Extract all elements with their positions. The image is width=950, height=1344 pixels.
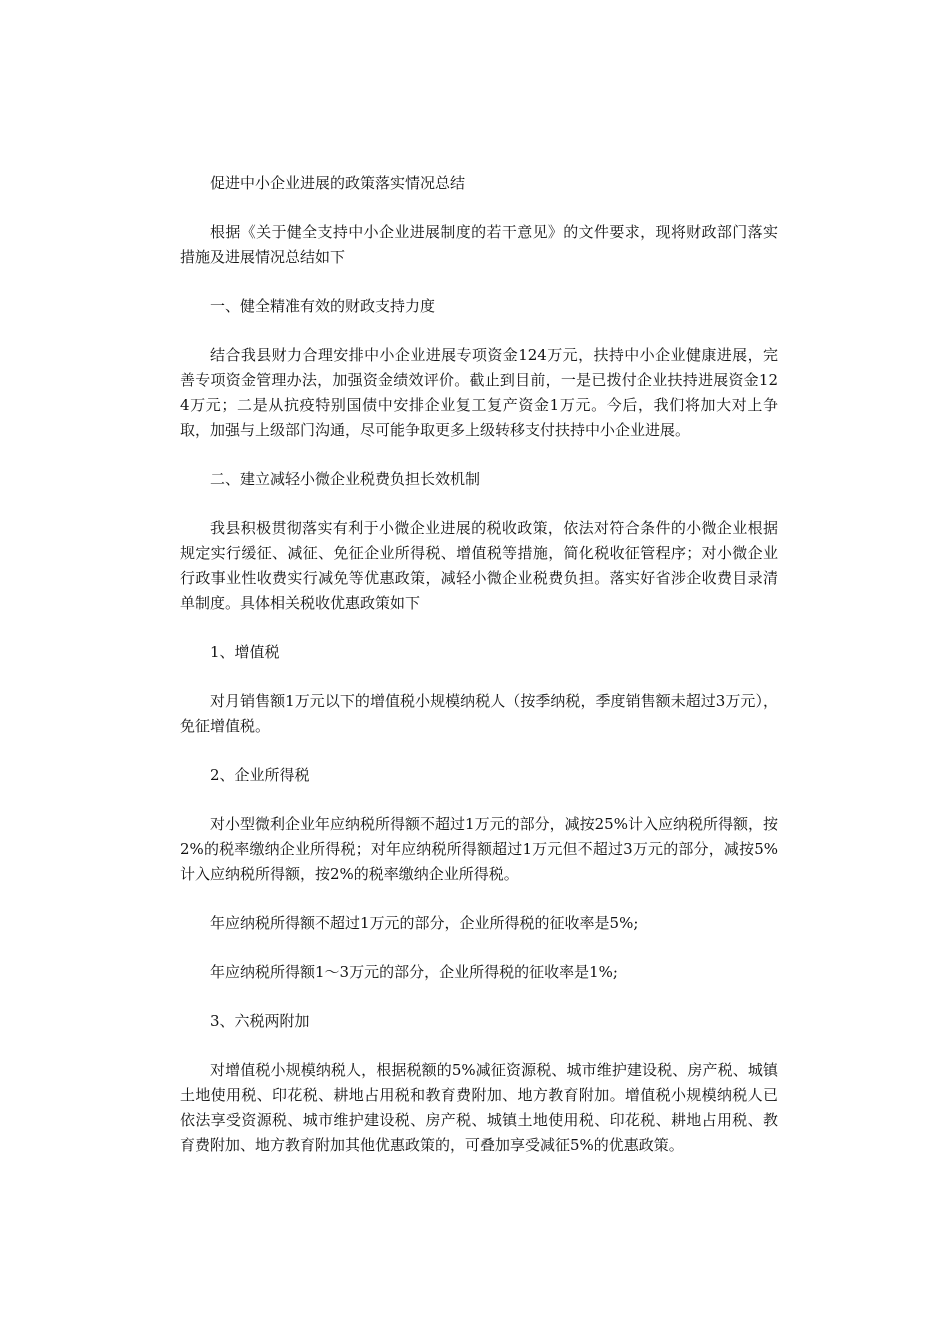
section1-heading: 一、健全精准有效的财政支持力度 xyxy=(210,297,436,315)
section1-paragraph: 结合我县财力合理安排中小企业进展专项资金124万元，扶持中小企业健康进展，完善专项资金管理办法，加强资金绩效评价。截止到目前，一是已拨付企业扶持进展资金124万元；二是从抗疫特别国债中安排企业复工复产资金1万元。今后，我们将加大对上争取，加强与上级部门沟通，尽可能争取更多上级转移支付扶持中小企业进展。 xyxy=(180,346,778,439)
item2-note-1: 年应纳税所得额不超过1万元的部分，企业所得税的征收率是5%; xyxy=(210,914,639,932)
document-title: 促进中小企业进展的政策落实情况总结 xyxy=(210,174,466,192)
item3-paragraph: 对增值税小规模纳税人，根据税额的5%减征资源税、城市维护建设税、房产税、城镇土地使用税、印花税、耕地占用税和教育费附加、地方教育附加。增值税小规模纳税人已依法享受资源税、城市维护建设税、房产税、城镇土地使用税、印花税、耕地占用税、教育费附加、地方教育附加其他优惠政策的，可叠加享受减征5%的优惠政策。 xyxy=(180,1061,778,1154)
item2-note-2: 年应纳税所得额1～3万元的部分，企业所得税的征收率是1%; xyxy=(210,963,618,981)
section2-heading: 二、建立减轻小微企业税费负担长效机制 xyxy=(210,470,481,488)
item1-paragraph: 对月销售额1万元以下的增值税小规模纳税人（按季纳税，季度销售额未超过3万元），免征增值税。 xyxy=(180,692,778,735)
item1-heading: 1、增值税 xyxy=(210,643,280,661)
document-page xyxy=(180,171,778,1158)
section2-paragraph: 我县积极贯彻落实有利于小微企业进展的税收政策，依法对符合条件的小微企业根据规定实行缓征、减征、免征企业所得税、增值税等措施，简化税收征管程序；对小微企业行政事业性收费实行减免等优惠政策，减轻小微企业税费负担。落实好省涉企收费目录清单制度。具体相关税收优惠政策如下 xyxy=(180,519,778,612)
item2-heading: 2、企业所得税 xyxy=(210,766,310,784)
item2-paragraph: 对小型微利企业年应纳税所得额不超过1万元的部分，减按25%计入应纳税所得额，按2%的税率缴纳企业所得税；对年应纳税所得额超过1万元但不超过3万元的部分，减按5%计入应纳税所得额，按2%的税率缴纳企业所得税。 xyxy=(180,815,778,883)
intro-paragraph: 根据《关于健全支持中小企业进展制度的若干意见》的文件要求，现将财政部门落实措施及进展情况总结如下 xyxy=(180,223,778,266)
item3-heading: 3、六税两附加 xyxy=(210,1012,310,1030)
